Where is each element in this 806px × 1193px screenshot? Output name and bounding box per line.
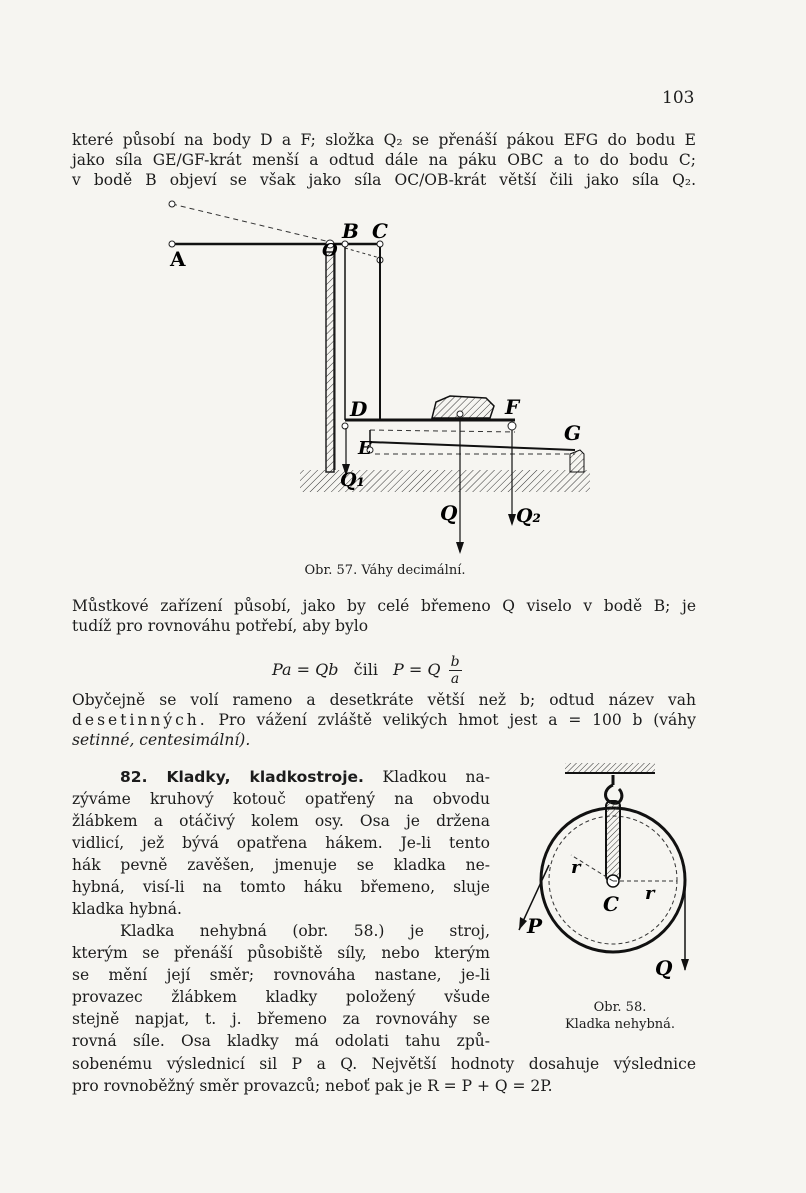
label-a: A (170, 247, 186, 271)
text-line: stejně napjat, t. j. břemeno za rovnováhy se (72, 1010, 490, 1028)
label-q1: Q₁ (340, 469, 365, 491)
formula-left: Pa = Qb (272, 660, 339, 679)
fork (606, 801, 620, 881)
figure57-caption: Obr. 57. Váhy decimální. (304, 563, 466, 578)
figure58-caption-1: Obr. 58. (593, 1000, 647, 1015)
section-heading: 82. Kladky, kladkostroje. (120, 768, 364, 786)
text-line: vidlicí, jež bývá opatřena hákem. Je-li tento (72, 834, 490, 852)
text-line: žlábkem a otáčivý kolem osy. Osa je držena (72, 812, 490, 830)
label-c: C (603, 892, 619, 916)
label-o: O (322, 240, 338, 261)
text-line: setinné, centesimální). (72, 731, 251, 749)
label-q: Q (440, 501, 458, 525)
term-desetinnych: desetinných. (72, 711, 208, 729)
page-number: 103 (662, 88, 695, 108)
formula-numerator: b (450, 654, 460, 670)
text-line: Můstkové zařízení působí, jako by celé břemeno Q viselo v bodě B; je (72, 597, 696, 615)
text-fragment: Pro vážení zvláště velikých hmot jest a = 100 b (váhy (218, 711, 696, 729)
section-82-first-line (72, 766, 490, 788)
ceiling-hatch (565, 763, 655, 773)
label-f: F (505, 395, 520, 419)
text-line: hák pevně zavěšen, jmenuje se kladka ne- (72, 856, 490, 874)
label-r2: r (645, 883, 655, 904)
dashed-beam-position (172, 204, 330, 242)
figure-fixed-pulley (505, 755, 705, 995)
formula-right: P = Q (393, 660, 441, 679)
label-p: P (527, 914, 543, 938)
text-line: Obyčejně se volí rameno a desetkráte větší než b; odtud název vah (72, 691, 696, 709)
figure58-caption-2: Kladka nehybná. (564, 1017, 676, 1032)
text-line: pro rovnoběžný směr provazců; neboť pak je R = P + Q = 2P. (72, 1077, 553, 1095)
text-line: kladka hybná. (72, 900, 182, 918)
label-g: G (564, 421, 582, 445)
formula-connector: čili (353, 660, 378, 679)
label-e: E (358, 438, 372, 459)
text-line: které působí na body D a F; složka Q₂ se přenáší pákou EFG do bodu E (72, 131, 696, 149)
formula-denominator: a (450, 671, 460, 687)
post (326, 252, 334, 472)
text-line: v bodě B objeví se však jako síla OC/OB-krát větší čili jako síla Q₂. (72, 171, 696, 189)
lever-efg (370, 442, 575, 450)
text-line: se mění její směr; rovnováha nastane, je-li (72, 966, 490, 984)
text-fragment: Kladkou na- (382, 768, 490, 786)
label-b: B (342, 219, 359, 243)
label-r1: r (571, 857, 581, 878)
label-q: Q (655, 956, 673, 980)
text-line: kterým se přenáší působiště síly, nebo kterým (72, 944, 490, 962)
text-line: provazec žlábkem kladky položený všude (72, 988, 490, 1006)
label-d: D (350, 397, 368, 421)
text-line: zýváme kruhový kotouč opatřený na obvodu (72, 790, 490, 808)
formula (272, 654, 462, 687)
text-line: rovná síle. Osa kladky má odolati tahu způ- (72, 1032, 490, 1050)
text-line: hybná, visí-li na tomto háku břemeno, sluje (72, 878, 490, 896)
hook (606, 775, 622, 803)
label-c: C (372, 219, 388, 243)
text-line: tudíž pro rovnováhu potřebí, aby bylo (72, 617, 369, 635)
label-q2: Q₂ (516, 505, 541, 527)
text-line: jako síla GE/GF-krát menší a odtud dále na páku OBC a to do bodu C; (72, 151, 696, 169)
text-line: Kladka nehybná (obr. 58.) je stroj, (120, 922, 490, 940)
figure-decimal-scale (150, 192, 610, 562)
text-line: sobenému výslednicí sil P a Q. Největší hodnoty dosahuje výslednice (72, 1055, 696, 1073)
text-line (72, 710, 696, 730)
